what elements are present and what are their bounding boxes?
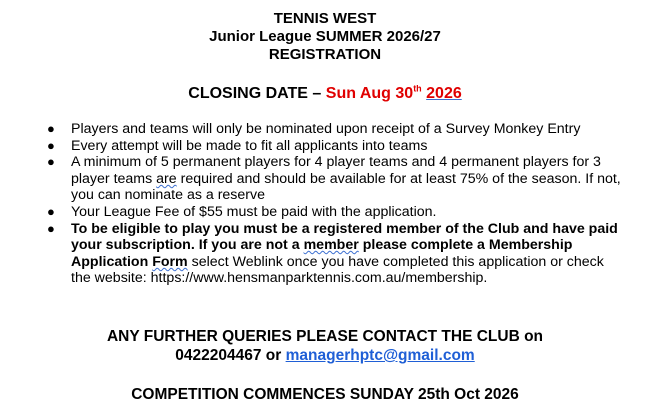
bullet-text-flagged: are bbox=[156, 170, 177, 187]
closing-date-value bbox=[326, 85, 462, 102]
bullet-text-flagged: member bbox=[303, 237, 359, 254]
email-link[interactable]: managerhptc@gmail.com bbox=[285, 347, 475, 364]
list-item bbox=[43, 204, 623, 221]
bullet-icon: ● bbox=[47, 154, 55, 170]
bullet-text-bold: please complete a Membership Application bbox=[71, 237, 573, 270]
bullet-text: Players and teams will only be nominated upon receipt of a Survey Monkey Entry bbox=[71, 121, 581, 137]
contact-phone: 0422204467 or bbox=[175, 347, 282, 364]
bullet-text: A minimum of 5 permanent players for 4 player teams and 4 permanent players for 3 player teams bbox=[71, 154, 601, 187]
closing-date-suffix: th bbox=[413, 83, 422, 94]
bullet-icon: ● bbox=[47, 137, 55, 153]
subtitle: Junior League SUMMER 2026/27 bbox=[209, 28, 441, 45]
section-heading: REGISTRATION bbox=[268, 46, 382, 63]
competition-start: COMPETITION COMMENCES SUNDAY 25th Oct 2026 bbox=[131, 386, 519, 403]
bullet-icon: ● bbox=[47, 203, 55, 219]
closing-year: 2026 bbox=[426, 85, 462, 102]
list-item bbox=[43, 138, 623, 155]
closing-label: CLOSING DATE – bbox=[188, 85, 322, 102]
title: TENNIS WEST bbox=[273, 10, 377, 27]
bullet-text: Every attempt will be made to fit all applicants into teams bbox=[71, 137, 428, 154]
bullet-text-flagged: Form bbox=[152, 253, 188, 270]
bullet-icon: ● bbox=[47, 121, 55, 136]
info-list bbox=[43, 121, 623, 287]
bullet-text: Your League Fee of $55 must be paid with the application. bbox=[71, 203, 437, 220]
closing-date-text: Sun Aug 30 bbox=[325, 85, 414, 102]
list-item bbox=[43, 154, 623, 204]
bullet-text: required and should be available for at least 75% of the season. If not, you can nominate as a reserve bbox=[71, 170, 621, 204]
list-item bbox=[43, 221, 623, 287]
list-item bbox=[43, 121, 623, 138]
queries-line: ANY FURTHER QUERIES PLEASE CONTACT THE CLUB on bbox=[106, 328, 544, 345]
bullet-text-bold: To be eligible to play you must be a registered member of the Club and have paid your subscription. If you are not a bbox=[71, 220, 618, 254]
closing-date bbox=[0, 84, 650, 103]
bullet-text: select Weblink once you have completed this application or check the website: https://www.hensmanparktennis.com.au/membership. bbox=[71, 253, 604, 287]
bullet-icon: ● bbox=[47, 220, 55, 236]
contact-line bbox=[85, 346, 565, 365]
